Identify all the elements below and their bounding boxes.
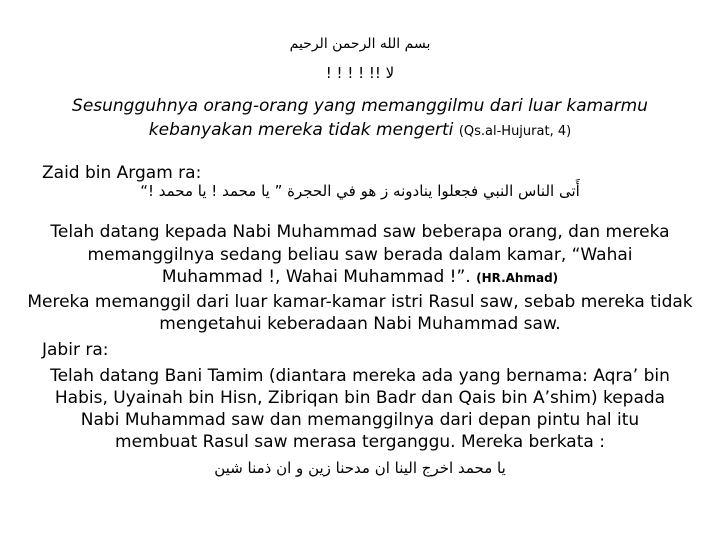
basmala-text: بسم الله الرحمن الرحيم: [289, 36, 431, 52]
hadith-reference: (HR.Ahmad): [476, 271, 559, 285]
zaid-para2-line-2: mengetahui keberadaan Nabi Muhammad saw.: [159, 314, 561, 334]
zaid-heading: Zaid bin Argam ra:: [42, 163, 202, 183]
jabir-para-line-3: Nabi Muhammad saw dan memanggilnya dari depan pintu hal itu: [80, 410, 640, 430]
jabir-para-line-1: Telah datang Bani Tamim (diantara mereka ada yang bernama: Aqra’ bin: [50, 366, 670, 386]
arabic-la-line: لا !! ! ! ! !: [325, 64, 395, 82]
zaid-para1-line-3-text: Muhammad !, Wahai Muhammad !”.: [161, 267, 477, 287]
quran-quote-text: kebanyakan mereka tidak mengerti: [148, 120, 459, 140]
jabir-heading: Jabir ra:: [42, 340, 109, 360]
jabir-para-line-4: membuat Rasul saw merasa terganggu. Mereka berkata :: [115, 432, 605, 452]
zaid-para2-line-1: Mereka memanggil dari luar kamar-kamar istri Rasul saw, sebab mereka tidak: [27, 292, 693, 312]
zaid-para1-line-1: Telah datang kepada Nabi Muhammad saw beberapa orang, dan mereka: [50, 222, 670, 242]
quran-quote-line-1: Sesungguhnya orang-orang yang memanggilmu dari luar kamarmu: [72, 96, 648, 116]
zaid-para1-line-2: memanggilnya sedang beliau saw berada dalam kamar, “Wahai: [87, 245, 633, 265]
jabir-arabic-text: يا محمد اخرج الينا ان مدحنا زين و ان ذمنا شين: [214, 459, 506, 477]
quran-reference: (Qs.al-Hujurat, 4): [458, 124, 572, 139]
jabir-para-line-2: Habis, Uyainah bin Hisn, Zibriqan bin Badr dan Qais bin A’shim) kepada: [54, 388, 666, 408]
quran-quote-line-2: [0, 120, 720, 140]
zaid-para1-line-3: [0, 267, 720, 287]
zaid-arabic-text: أَتى الناس النبي فجعلوا ينادونه ز هو في الحجرة ” يا محمد ! يا محمد !“: [140, 182, 580, 200]
